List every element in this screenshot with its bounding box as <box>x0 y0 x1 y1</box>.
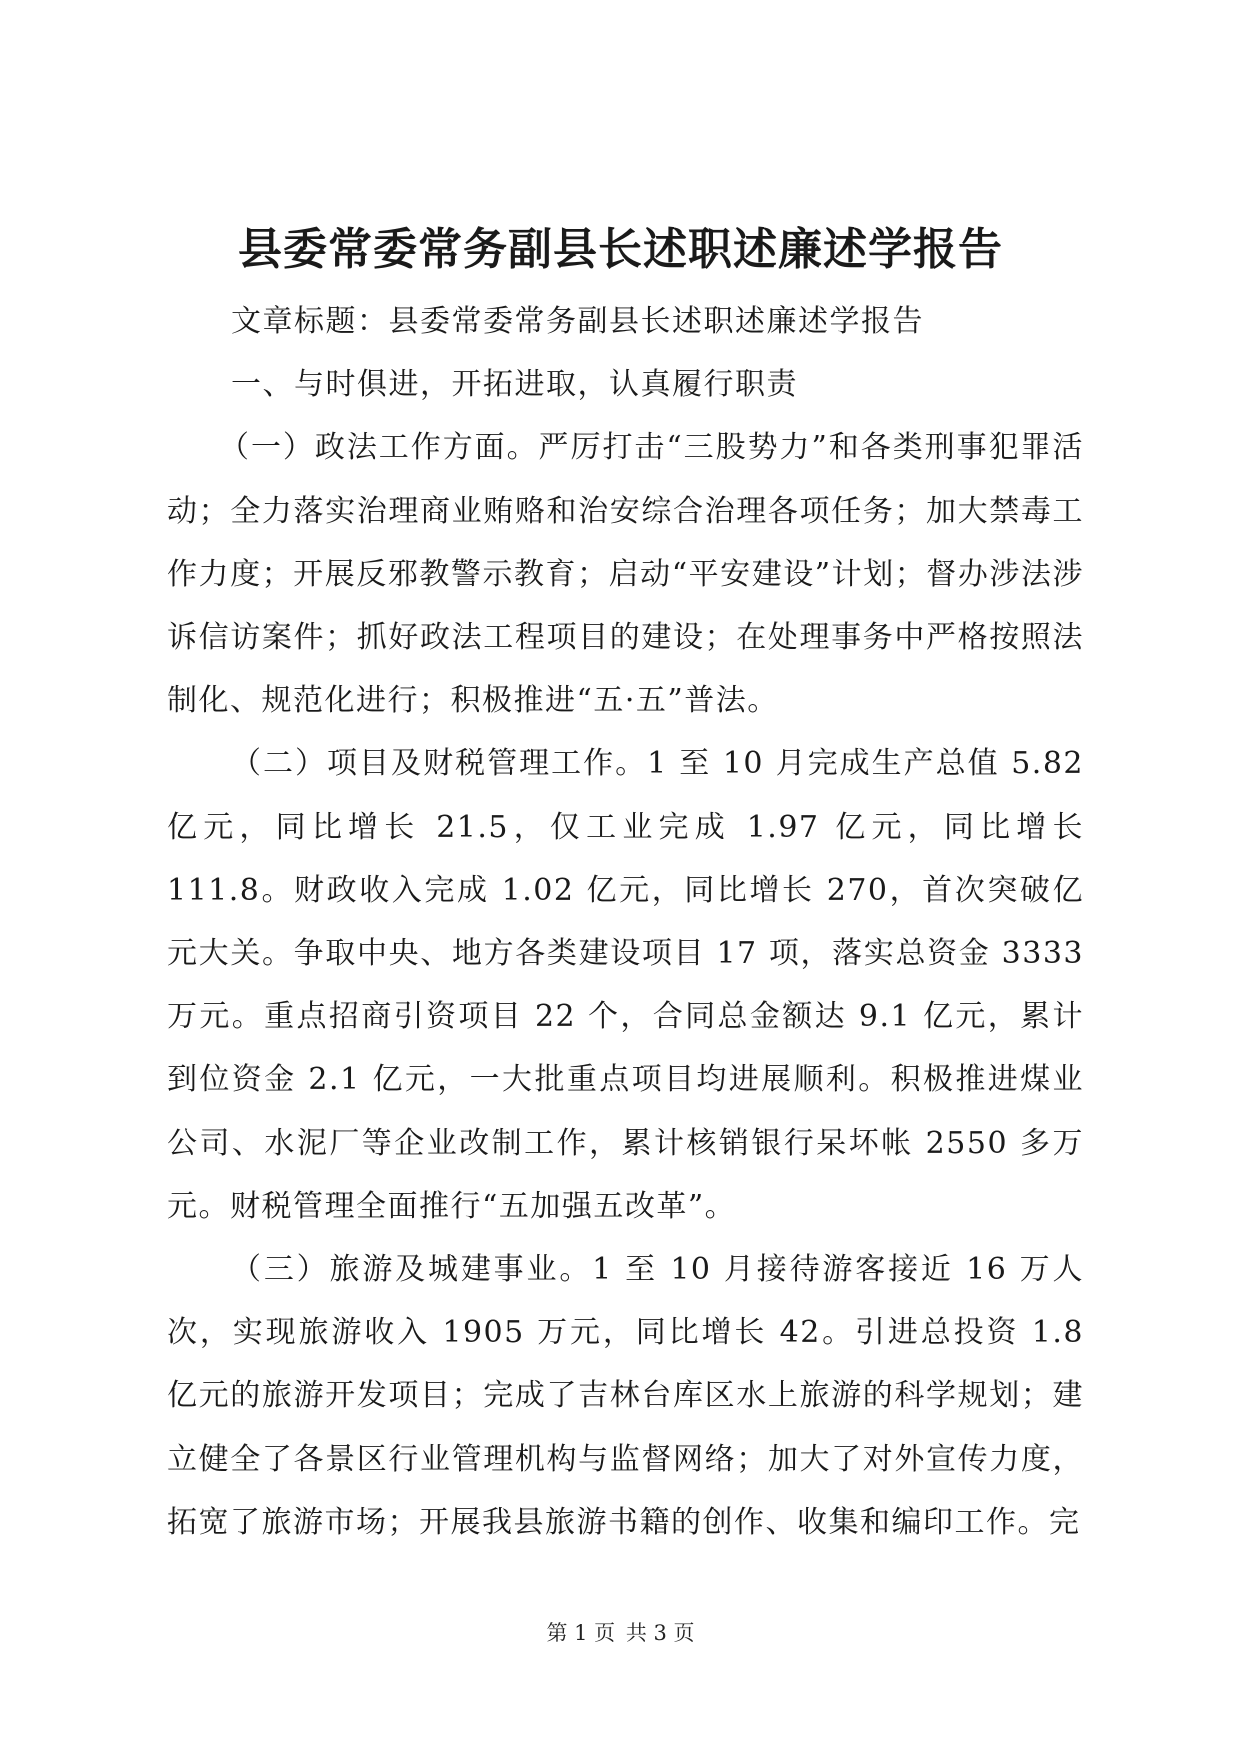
page-total: 共 3 页 <box>625 1621 695 1645</box>
article-title-line: 文章标题：县委常委常务副县长述职述廉述学报告 <box>231 304 924 339</box>
page-number: 第 1 页 <box>546 1621 616 1645</box>
document-body <box>167 290 1084 1554</box>
document-title: 县委常委常务副县长述职述廉述学报告 <box>238 224 1003 275</box>
paragraph-tourism-work: （三）旅游及城建事业。1 至 10 月接待游客接近 16 万人次，实现旅游收入 1905 万元，同比增长 42。引进总投资 1.8 亿元的旅游开发项目；完成了吉林台库区水上旅游的科学规划；建立健全了各景区行业管理机构与监督网络；加大了对外宣传力度，拓宽了旅游市场；开展我县旅游书籍的创作、收集和编印工作。完 <box>167 1252 1084 1540</box>
paragraph-legal-work: （一）政法工作方面。严厉打击“三股势力”和各类刑事犯罪活动；全力落实治理商业贿赂和治安综合治理各项任务；加大禁毒工作力度；开展反邪教警示教育；启动“平安建设”计划；督办涉法涉诉信访案件；抓好政法工程项目的建设；在处理事务中严格按照法制化、规范化进行；积极推进“五·五”普法。 <box>167 430 1084 719</box>
section-heading: 一、与时俱进，开拓进取，认真履行职责 <box>231 367 798 403</box>
page-footer <box>0 1618 1241 1648</box>
paragraph-finance-work: （二）项目及财税管理工作。1 至 10 月完成生产总值 5.82 亿元，同比增长 21.5，仅工业完成 1.97 亿元，同比增长 111.8。财政收入完成 1.02 亿元，同比增长 270，首次突破亿元大关。争取中央、地方各类建设项目 17 项，落实总资金 3333 万元。重点招商引资项目 22 个，合同总金额达 9.1 亿元，累计到位资金 2.1 亿元，一大批重点项目均进展顺利。积极推进煤业公司、水泥厂等企业改制工作，累计核销银行呆坏帐 2550 多万元。财税管理全面推行“五加强五改革”。 <box>167 746 1084 1224</box>
